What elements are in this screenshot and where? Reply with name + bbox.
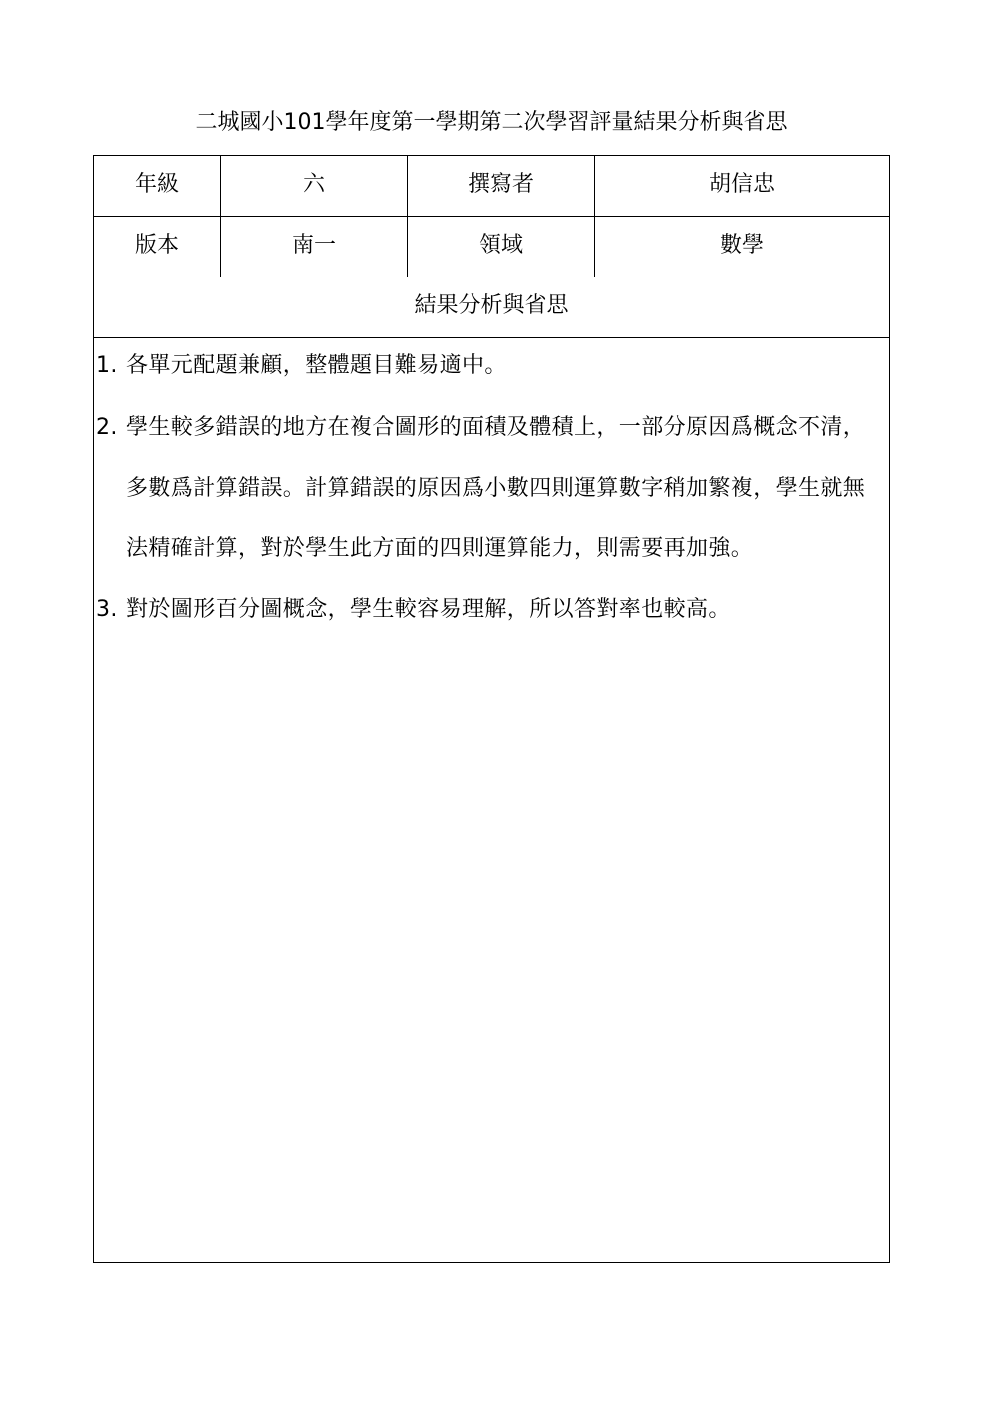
info-row-edition	[94, 217, 889, 277]
column-divider	[407, 156, 408, 277]
edition-value: 南一	[291, 233, 336, 258]
edition-label: 版本	[134, 233, 179, 258]
report-table	[93, 155, 890, 1263]
list-item-2-continuation	[126, 469, 865, 509]
item-number: 2.	[96, 415, 118, 440]
list-item-2	[96, 408, 865, 448]
section-header-row	[94, 277, 889, 338]
grade-value: 六	[302, 172, 325, 197]
item-text: 學生較多錯誤的地方在複合圖形的面積及體積上，一部分原因爲概念不清，	[126, 415, 866, 440]
item-number: 3.	[96, 597, 118, 622]
subject-value: 數學	[719, 233, 764, 258]
item-text: 對於圖形百分圖概念，學生較容易理解，所以答對率也較高。	[126, 597, 731, 622]
subject-label: 領域	[478, 233, 523, 258]
section-header: 結果分析與省思	[414, 293, 569, 318]
grade-label: 年級	[134, 172, 179, 197]
item-text: 各單元配題兼顧，整體題目難易適中。	[126, 353, 507, 378]
author-value: 胡信忠	[708, 172, 775, 197]
column-divider	[220, 156, 221, 277]
item-number: 1.	[96, 353, 118, 378]
list-item-3	[96, 590, 731, 630]
item-text: 法精確計算，對於學生此方面的四則運算能力，則需要再加強。	[126, 536, 754, 561]
item-text: 多數爲計算錯誤。計算錯誤的原因爲小數四則運算數字稍加繁複，學生就無	[126, 476, 866, 501]
list-item-2-continuation	[126, 529, 753, 569]
author-label: 撰寫者	[467, 172, 534, 197]
document-title: 二城國小101學年度第一學期第二次學習評量結果分析與省思	[195, 110, 788, 135]
info-row-grade	[94, 156, 889, 217]
list-item-1	[96, 346, 507, 386]
column-divider	[594, 156, 595, 277]
